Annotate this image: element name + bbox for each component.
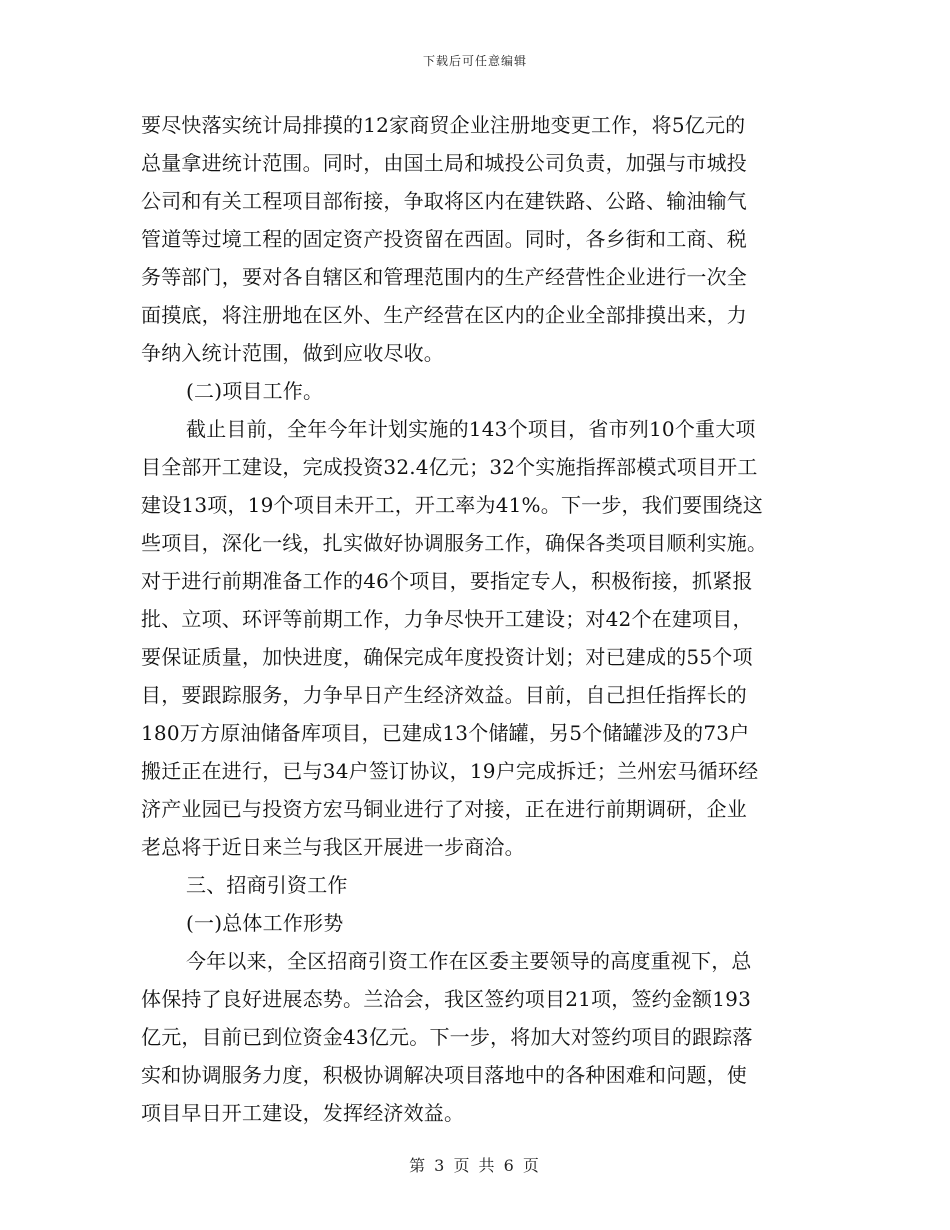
body-line: 亿元，目前已到位资金43亿元。下一步，将加大对签约项目的跟踪落 [141,1025,753,1049]
body-line: 实和协调服务力度，积极协调解决项目落地中的各种困难和问题，使 [141,1063,747,1087]
body-line: 项目早日开工建设，发挥经济效益。 [141,1101,465,1125]
body-line: 对于进行前期准备工作的46个项目，要指定专人，积极衔接，抓紧报 [141,569,753,593]
body-line: 总量拿进统计范围。同时，由国土局和城投公司负责，加强与市城投 [141,151,747,175]
body-line: 180万方原油储备库项目，已建成13个储罐，另5个储罐涉及的73户 [141,721,750,745]
body-line: 管道等过境工程的固定资产投资留在西固。同时，各乡街和工商、税 [141,227,747,251]
body-line: 些项目，深化一线，扎实做好协调服务工作，确保各类项目顺利实施。 [141,531,768,555]
body-line: 面摸底，将注册地在区外、生产经营在区内的企业全部排摸出来，力 [141,303,747,327]
body-line: 公司和有关工程项目部衔接，争取将区内在建铁路、公路、输油输气 [141,189,747,213]
body-line: 目全部开工建设，完成投资32.4亿元；32个实施指挥部模式项目开工 [141,455,758,479]
body-line: 批、立项、环评等前期工作，力争尽快开工建设；对42个在建项目， [141,607,753,631]
body-line: 今年以来，全区招商引资工作在区委主要领导的高度重视下，总 [186,949,752,973]
section-heading: 三、招商引资工作 [186,873,348,897]
body-line: 要尽快落实统计局排摸的12家商贸企业注册地变更工作，将5亿元的 [141,113,746,137]
body-line: 体保持了良好进展态势。兰洽会，我区签约项目21项，签约金额193 [141,987,752,1011]
body-line: 目，要跟踪服务，力争早日产生经济效益。目前，自己担任指挥长的 [141,683,747,707]
section-heading: (二)项目工作。 [186,379,324,403]
body-line: 截止目前，全年今年计划实施的143个项目，省市列10个重大项 [186,417,756,441]
section-heading: (一)总体工作形势 [186,911,344,935]
body-line: 务等部门，要对各自辖区和管理范围内的生产经营性企业进行一次全 [141,265,747,289]
body-line: 争纳入统计范围，做到应收尽收。 [141,341,444,365]
body-line: 要保证质量，加快进度，确保完成年度投资计划；对已建成的55个项 [141,645,753,669]
body-line: 搬迁正在进行，已与34户签订协议，19户完成拆迁；兰州宏马循环经 [141,759,759,783]
page-number-footer: 第 3 页 共 6 页 [409,1156,541,1175]
page-header: 下载后可任意编辑 [422,54,527,68]
body-line: 济产业园已与投资方宏马铜业进行了对接，正在进行前期调研，企业 [141,797,747,821]
body-line: 老总将于近日来兰与我区开展进一步商洽。 [141,835,525,859]
body-line: 建设13项，19个项目未开工，开工率为41%。下一步，我们要围绕这 [141,493,763,517]
document-body [141,106,809,1132]
